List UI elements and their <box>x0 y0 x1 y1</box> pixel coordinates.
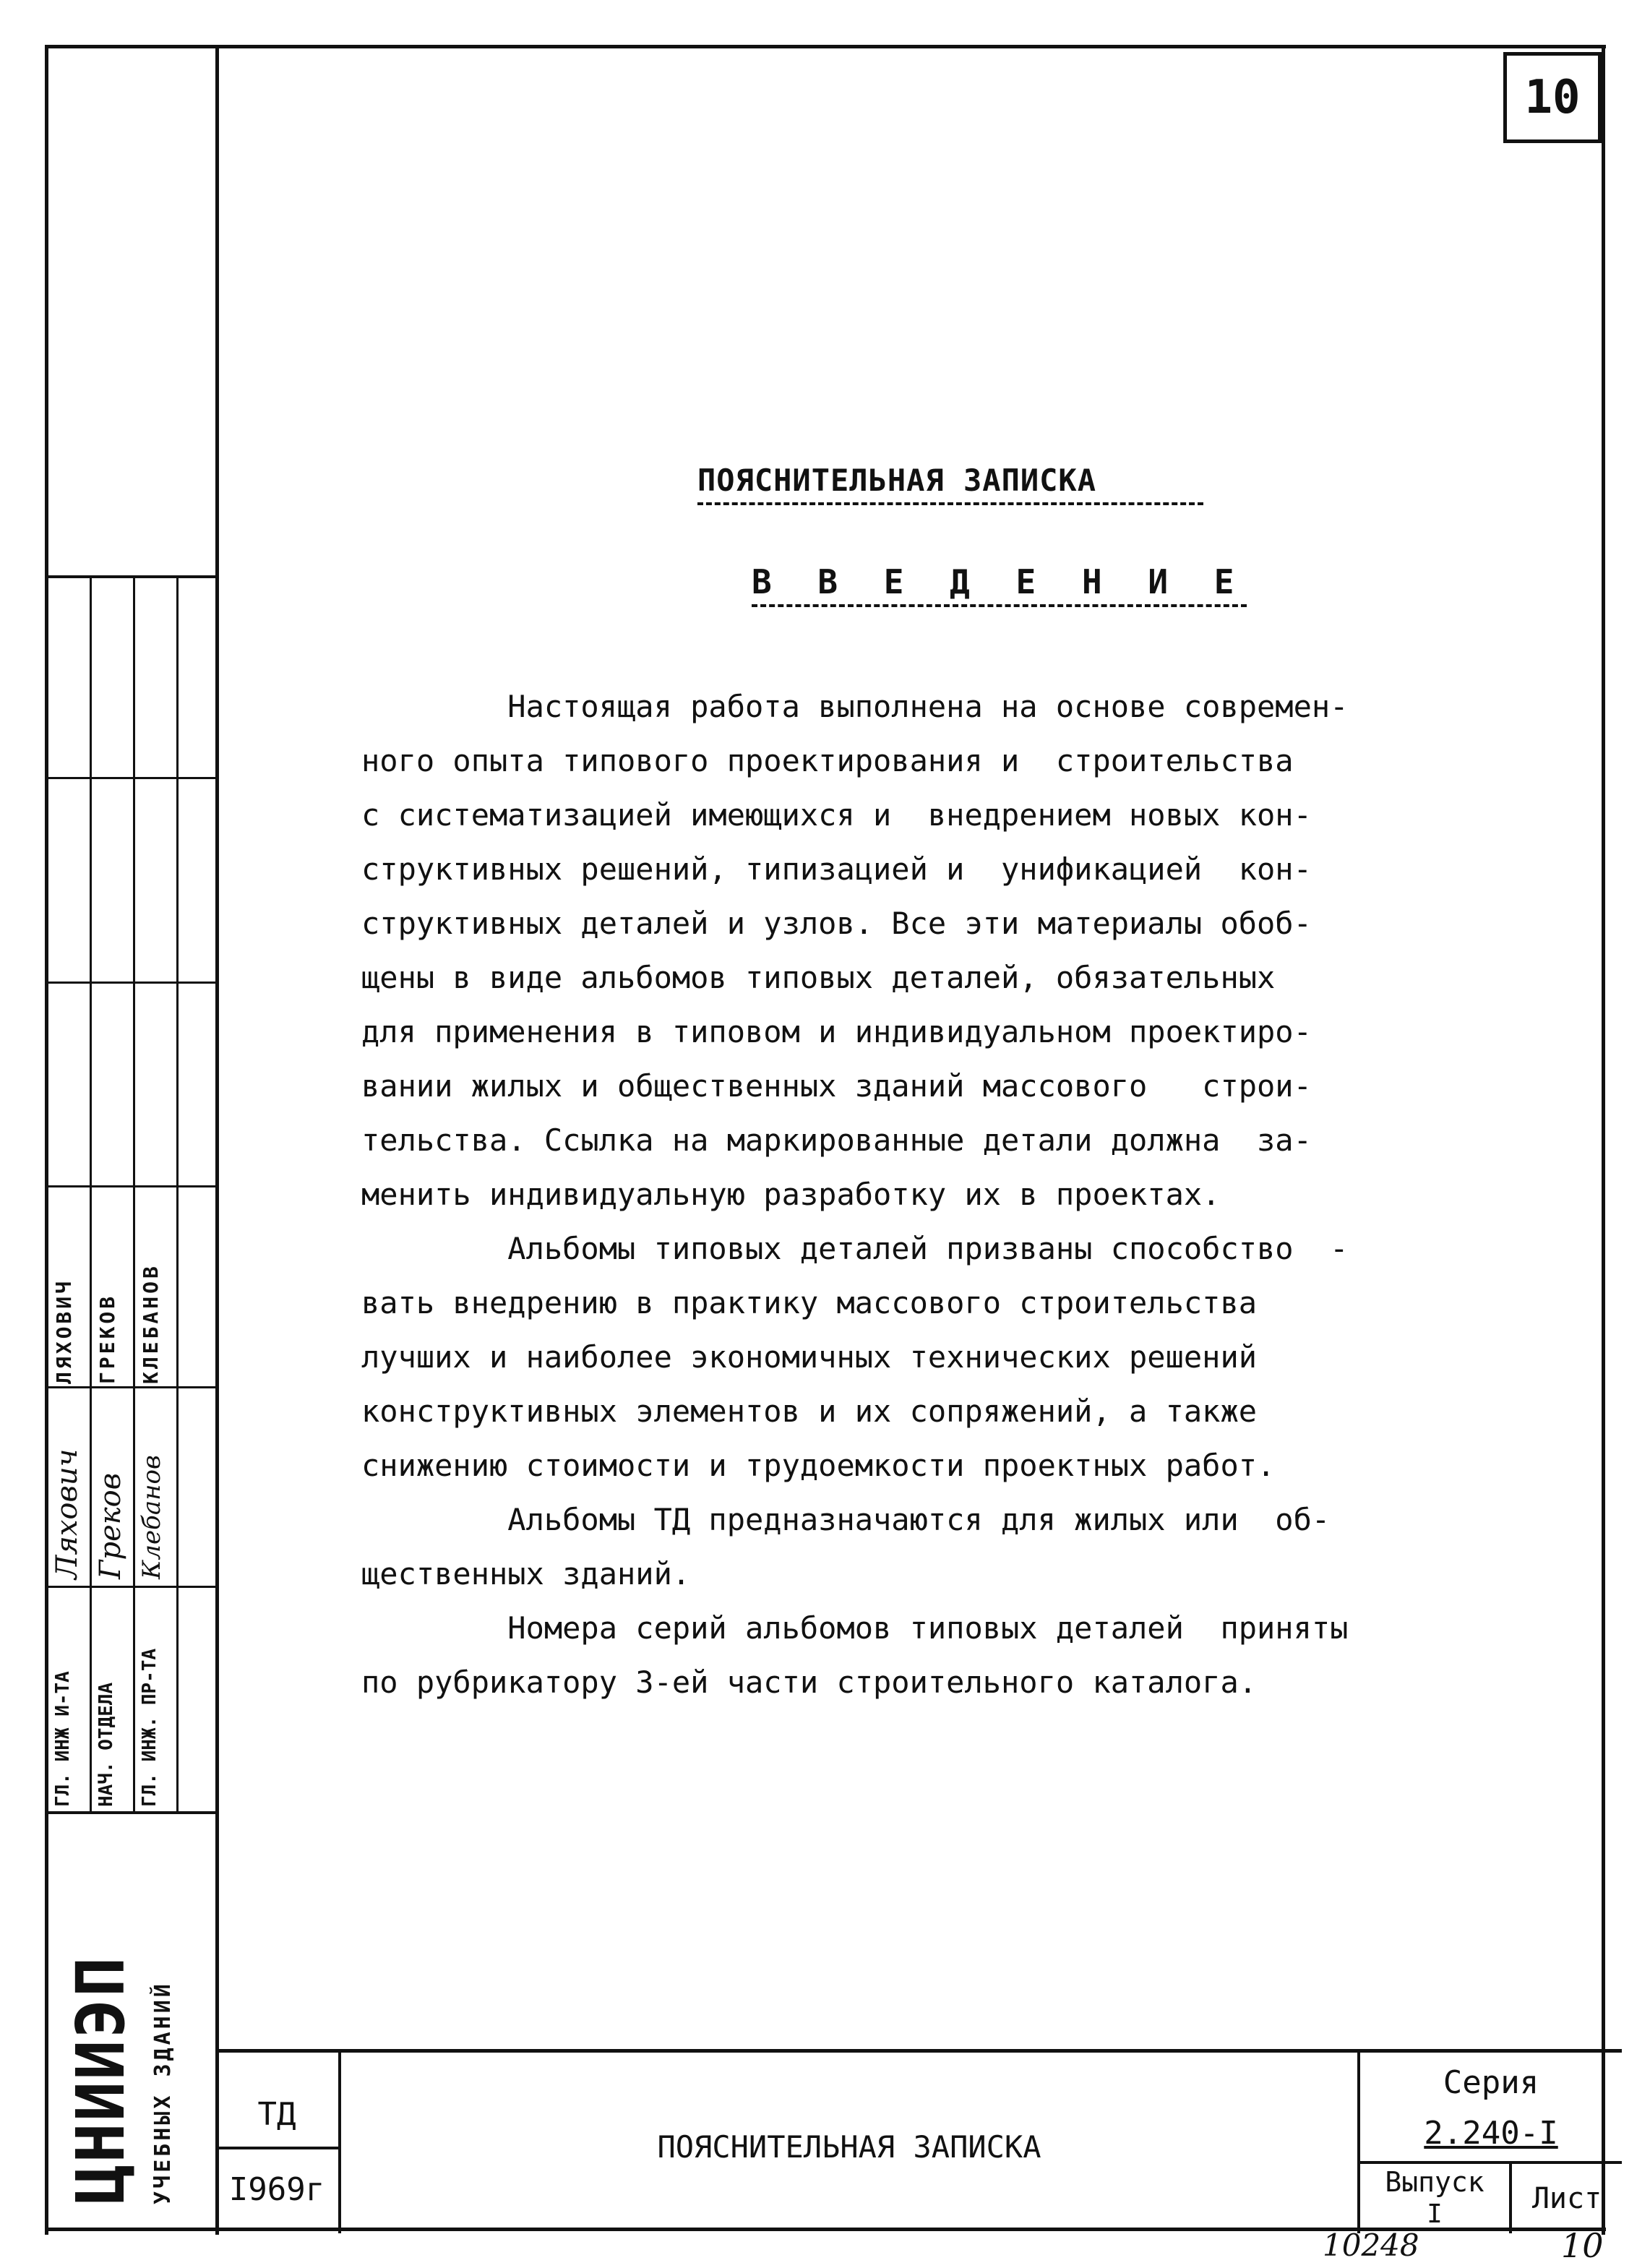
issue-value: I <box>1427 2199 1443 2229</box>
frame-left-border <box>45 45 48 2235</box>
frame-top-border <box>45 45 1606 48</box>
text-line: тельства. Ссылка на маркированные детали должна за- <box>361 1122 1312 1158</box>
stamp-name: ЛЯХОВИЧ <box>52 1278 76 1384</box>
series-value: 2.240-I <box>1424 2114 1558 2152</box>
section-heading: В В Е Д Е Н И Е <box>752 562 1247 607</box>
organization-name: ЦНИИЭП <box>62 1955 139 2204</box>
stamp-divider <box>90 575 92 1811</box>
stamp-position: НАЧ. ОТДЕЛА <box>95 1682 117 1807</box>
stamp-number: 10248 <box>1323 2228 1419 2263</box>
text-line: Номера серий альбомов типовых деталей приняты <box>361 1610 1349 1646</box>
stamp-position: ГЛ. ИНЖ. ПР-ТА <box>139 1648 160 1807</box>
stamp-divider <box>45 1811 218 1814</box>
stamp-divider <box>45 777 218 779</box>
album-code: ТД <box>257 2095 296 2133</box>
text-line: структивных деталей и узлов. Все эти материалы обоб- <box>361 906 1312 941</box>
text-line: Альбомы типовых деталей призваны способство - <box>361 1231 1349 1266</box>
text-line: менить индивидуальную разработку их в проектах. <box>361 1177 1221 1212</box>
text-line: щественных зданий. <box>361 1556 691 1592</box>
issue-label: Выпуск <box>1385 2166 1484 2198</box>
signature: Клебанов <box>137 1455 166 1579</box>
stamp-divider <box>45 981 218 984</box>
stamp-divider <box>176 575 179 1811</box>
stamp-divider <box>45 575 218 578</box>
document-title: ПОЯСНИТЕЛЬНАЯ ЗАПИСКА <box>697 463 1203 505</box>
signature: Ляхович <box>51 1448 84 1579</box>
signature: Греков <box>94 1472 127 1579</box>
text-line: лучших и наиболее экономичных технических решений <box>361 1339 1258 1375</box>
text-line: для применения в типовом и индивидуальном проектиро- <box>361 1014 1312 1049</box>
page-number: 10 <box>1503 52 1602 143</box>
text-line: Альбомы ТД предназначаются для жилых или об- <box>361 1502 1331 1537</box>
sheet-title: ПОЯСНИТЕЛЬНАЯ ЗАПИСКА <box>657 2129 1041 2165</box>
organization-subtitle: УЧЕБНЫХ ЗДАНИЙ <box>150 1981 176 2204</box>
stamp-divider <box>45 1386 218 1388</box>
frame-right-border <box>1602 45 1605 2235</box>
stamp-name: ГРЕКОВ <box>95 1293 119 1384</box>
body-text <box>361 679 1489 1709</box>
text-line: с систематизацией имеющихся и внедрением новых кон- <box>361 797 1312 833</box>
stamp-divider <box>133 575 135 1811</box>
text-line: по рубрикатору 3-ей части строительного каталога. <box>361 1665 1258 1700</box>
text-line: конструктивных элементов и их сопряжений, а также <box>361 1393 1258 1429</box>
series-label: Серия <box>1443 2063 1539 2101</box>
sheet-number: 10 <box>1561 2226 1604 2265</box>
text-line: ного опыта типового проектирования и строительства <box>361 743 1294 778</box>
stamp-divider <box>45 1586 218 1588</box>
stamp-name: КЛЕБАНОВ <box>139 1263 163 1384</box>
text-line: Настоящая работа выполнена на основе современ- <box>361 689 1349 724</box>
text-line: структивных решений, типизацией и унификацией кон- <box>361 851 1312 887</box>
sheet-label: Лист <box>1531 2182 1602 2215</box>
year: I969г <box>228 2170 325 2208</box>
text-line: щены в виде альбомов типовых деталей, обязательных <box>361 960 1276 995</box>
text-line: вании жилых и общественных зданий массового строи- <box>361 1068 1312 1104</box>
stamp-divider <box>45 1185 218 1187</box>
frame-inner-left-border <box>215 45 219 2235</box>
title-block <box>215 2049 1622 2230</box>
stamp-position: ГЛ. ИНЖ И-ТА <box>52 1671 74 1807</box>
text-line: вать внедрению в практику массового строительства <box>361 1285 1258 1320</box>
text-line: снижению стоимости и трудоемкости проектных работ. <box>361 1448 1276 1483</box>
